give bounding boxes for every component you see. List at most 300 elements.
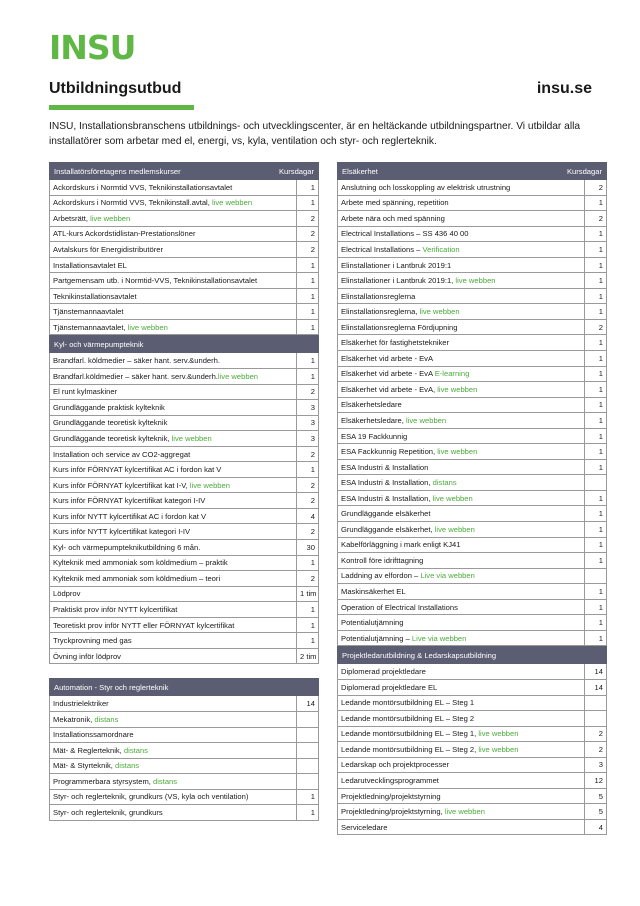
course-row[interactable] (338, 819, 607, 835)
course-row[interactable] (50, 211, 319, 227)
course-row[interactable] (338, 664, 607, 680)
course-title: Electrical Installations – SS 436 40 00 (341, 229, 469, 239)
course-row[interactable] (338, 599, 607, 615)
course-row[interactable] (50, 555, 319, 571)
course-days: 2 (297, 477, 319, 493)
course-name (338, 490, 585, 506)
course-name (338, 475, 585, 491)
course-row[interactable] (338, 522, 607, 538)
course-title: Ackordskurs i Normtid VVS, Teknikinstallationsavtalet (53, 182, 233, 192)
course-title: Elsäkerhet vid arbete - EvA (341, 353, 434, 363)
course-name (50, 508, 297, 524)
course-name (50, 400, 297, 416)
right-column (337, 162, 607, 835)
course-title: Kontroll före idrifttagning (341, 555, 424, 565)
course-row[interactable] (338, 553, 607, 569)
course-days: 1 (585, 242, 607, 258)
course-title: ESA Industri & Installation, (341, 478, 433, 488)
course-title: Brandfarl. köldmedier – säker hant. serv.&underh. (53, 356, 221, 366)
course-title: Projektledning/projektstyrning, (341, 807, 445, 817)
delivery-tag: live webben (455, 276, 496, 286)
course-section-installatorsforetagens-medlemskurser (49, 162, 319, 335)
course-row[interactable] (338, 397, 607, 413)
course-name (338, 726, 585, 742)
course-name (338, 757, 585, 773)
course-name (50, 633, 297, 649)
course-name (50, 384, 297, 400)
course-name (338, 459, 585, 475)
course-days (297, 743, 319, 759)
course-row[interactable] (338, 304, 607, 320)
course-row[interactable] (338, 490, 607, 506)
course-name (50, 617, 297, 633)
course-row[interactable] (50, 805, 319, 821)
course-days (585, 475, 607, 491)
course-days (297, 774, 319, 790)
course-row[interactable] (50, 477, 319, 493)
course-title: Elsäkerhet för fastighetstekniker (341, 338, 450, 348)
course-days: 1 (297, 555, 319, 571)
course-row[interactable] (50, 242, 319, 258)
course-days: 2 (297, 524, 319, 540)
delivery-tag: distans (123, 745, 148, 755)
course-name (338, 553, 585, 569)
course-row[interactable] (338, 788, 607, 804)
course-title: Elinstallationsreglerna, (341, 307, 420, 317)
course-days: 1 (297, 805, 319, 821)
insu-logo: INSU (49, 28, 136, 67)
course-title: Electrical Installations – (341, 244, 423, 254)
course-title: Elsäkerhet vid arbete - EvA, (341, 384, 438, 394)
course-row[interactable] (50, 571, 319, 587)
course-days: 2 (297, 446, 319, 462)
course-title: Operation of Electrical Installations (341, 602, 458, 612)
course-title: Ackordskurs i Normtid VVS, Teknikinstall.avtal, (53, 198, 212, 208)
course-title: Industrielektriker (53, 699, 109, 709)
course-row[interactable] (338, 288, 607, 304)
course-title: Teknikinstallationsavtalet (53, 291, 137, 301)
course-title: Projektledning/projektstyrning (341, 791, 441, 801)
course-row[interactable] (50, 226, 319, 242)
course-row[interactable] (50, 273, 319, 289)
section-title: Kyl- och värmepumpteknik (50, 336, 297, 353)
course-title: Arbete med spänning, repetition (341, 198, 449, 208)
course-name (338, 615, 585, 631)
course-row[interactable] (50, 540, 319, 556)
course-section-automation-styr-och-reglerteknik (49, 678, 319, 820)
course-days: 2 (585, 211, 607, 227)
course-title: ESA Industri & Installation, (341, 493, 433, 503)
course-days: 1 (585, 553, 607, 569)
course-row[interactable] (50, 727, 319, 743)
course-name (338, 382, 585, 398)
course-name (338, 319, 585, 335)
course-title: Teoretiskt prov inför NYTT eller FÖRNYAT kylcertifikat (53, 620, 235, 630)
course-title: Serviceledare (341, 822, 388, 832)
course-name (50, 696, 297, 712)
course-title: Grundläggande teoretisk kylteknik, (53, 433, 172, 443)
course-row[interactable] (338, 273, 607, 289)
course-row[interactable] (338, 335, 607, 351)
course-title: Ledarutvecklingsprogrammet (341, 776, 439, 785)
course-row[interactable] (338, 475, 607, 491)
course-days: 1 (297, 633, 319, 649)
course-days: 2 (297, 493, 319, 509)
course-name (50, 319, 297, 335)
course-title: Kylteknik med ammoniak som köldmedium – praktik (53, 558, 228, 568)
site-link[interactable]: insu.se (536, 80, 592, 97)
course-row[interactable] (50, 400, 319, 416)
course-name (50, 774, 297, 790)
course-days: 1 tim (297, 586, 319, 602)
course-row[interactable] (338, 506, 607, 522)
course-row[interactable] (50, 758, 319, 774)
course-name (338, 366, 585, 382)
course-days: 1 (585, 506, 607, 522)
delivery-tag: Live via webben (420, 571, 475, 581)
course-row[interactable] (338, 584, 607, 600)
course-name (338, 599, 585, 615)
course-row[interactable] (50, 743, 319, 759)
course-row[interactable] (50, 648, 319, 664)
course-name (50, 586, 297, 602)
course-row[interactable] (338, 180, 607, 196)
course-days: 1 (585, 382, 607, 398)
course-name (338, 522, 585, 538)
course-title: Installationsavtalet EL (53, 260, 127, 270)
section-title: Projektledarutbildning & Ledarskapsutbildning (338, 647, 585, 664)
course-title: Kurs inför NYTT kylcertifikat AC i fordon kat V (53, 511, 207, 521)
course-row[interactable] (50, 415, 319, 431)
course-title: Mekatronik, (53, 714, 95, 724)
delivery-tag: live webben (90, 213, 131, 223)
course-row[interactable] (50, 617, 319, 633)
course-days (297, 711, 319, 727)
course-days: 1 (585, 366, 607, 382)
course-name (338, 242, 585, 258)
course-title: Kurs inför FÖRNYAT kylcertifikat AC i fordon kat V (53, 465, 222, 475)
course-name (50, 493, 297, 509)
course-row[interactable] (50, 633, 319, 649)
course-title: Ledande montörsutbildning EL – Steg 2, (341, 744, 479, 754)
course-row[interactable] (338, 428, 607, 444)
course-days: 1 (297, 789, 319, 805)
course-row[interactable] (338, 726, 607, 742)
course-row[interactable] (338, 226, 607, 242)
course-name (338, 537, 585, 553)
delivery-tag: live webben (189, 480, 230, 490)
course-row[interactable] (50, 384, 319, 400)
course-title: Maskinsäkerhet EL (341, 586, 406, 596)
course-title: Styr- och reglerteknik, grundkurs (VS, kyla och ventilation) (53, 792, 249, 802)
course-row[interactable] (338, 679, 607, 695)
course-name (338, 444, 585, 460)
course-row[interactable] (50, 586, 319, 602)
course-name (50, 462, 297, 478)
course-name (50, 353, 297, 369)
course-name (50, 743, 297, 759)
course-name (338, 226, 585, 242)
course-days (585, 568, 607, 584)
course-row[interactable] (50, 711, 319, 727)
course-name (50, 446, 297, 462)
course-title: Elsäkerhetsledare, (341, 415, 407, 425)
delivery-tag: distans (153, 776, 178, 786)
course-title: Grundläggande teoretisk kylteknik (53, 418, 168, 428)
course-name (338, 711, 585, 727)
course-name (338, 273, 585, 289)
course-name (338, 397, 585, 413)
course-row[interactable] (50, 257, 319, 273)
delivery-tag: live webben (434, 524, 475, 534)
course-title: Brandfarl.köldmedier – säker hant. serv.&underh. (53, 371, 218, 381)
course-days: 1 (585, 226, 607, 242)
course-title: Diplomerad projektledare (341, 667, 426, 677)
course-title: El runt kylmaskiner (53, 387, 118, 397)
course-row[interactable] (50, 304, 319, 320)
delivery-tag: E-learning (434, 369, 470, 379)
days-header (585, 647, 607, 664)
course-title: Styr- och reglerteknik, grundkurs (53, 808, 163, 817)
delivery-tag: live webben (478, 744, 519, 754)
course-name (50, 288, 297, 304)
section-gap (49, 664, 319, 678)
course-row[interactable] (338, 413, 607, 429)
section-title: Installatörsföretagens medlemskurser (50, 163, 297, 180)
course-row[interactable] (338, 459, 607, 475)
course-title: Potentialutjämning – (341, 633, 412, 643)
course-row[interactable] (50, 774, 319, 790)
course-days: 2 (297, 211, 319, 227)
course-row[interactable] (338, 537, 607, 553)
course-days: 2 (297, 242, 319, 258)
course-row[interactable] (338, 195, 607, 211)
course-name (50, 727, 297, 743)
course-row[interactable] (338, 211, 607, 227)
course-row[interactable] (338, 568, 607, 584)
course-title: Ledande montörsutbildning EL – Steg 1, (341, 729, 479, 739)
course-row[interactable] (50, 493, 319, 509)
course-name (50, 711, 297, 727)
delivery-tag: live webben (171, 433, 212, 443)
course-days: 1 (585, 273, 607, 289)
course-title: Kurs inför FÖRNYAT kylcertifikat kategori I-IV (53, 496, 206, 506)
course-title: Ledande montörsutbildning EL – Steg 2 (341, 713, 475, 723)
course-row[interactable] (338, 804, 607, 820)
course-name (338, 568, 585, 584)
course-days: 1 (585, 444, 607, 460)
course-row[interactable] (338, 351, 607, 367)
title-underline (49, 105, 194, 110)
course-days: 1 (585, 195, 607, 211)
course-name (50, 273, 297, 289)
course-title: Tryckprovning med gas (53, 636, 132, 646)
course-name (50, 477, 297, 493)
course-title: ESA Industri & Installation (341, 462, 429, 472)
course-name (50, 415, 297, 431)
course-name (50, 369, 297, 385)
course-title: Ledande montörsutbildning EL – Steg 1 (341, 698, 475, 708)
course-row[interactable] (50, 180, 319, 196)
course-days: 1 (585, 459, 607, 475)
course-title: Potentialutjämning (341, 618, 404, 628)
delivery-tag: distans (94, 714, 119, 724)
course-name (50, 805, 297, 821)
course-days: 1 (297, 369, 319, 385)
course-days: 3 (297, 415, 319, 431)
page-title: Utbildningsutbud (49, 80, 182, 97)
course-days: 1 (297, 195, 319, 211)
course-name (338, 304, 585, 320)
course-title: Mät- & Reglerteknik, (53, 745, 124, 755)
course-row[interactable] (50, 789, 319, 805)
course-row[interactable] (50, 602, 319, 618)
course-row[interactable] (50, 508, 319, 524)
course-row[interactable] (338, 242, 607, 258)
course-row[interactable] (50, 446, 319, 462)
course-days: 1 (585, 397, 607, 413)
course-days: 5 (585, 788, 607, 804)
left-column (49, 162, 319, 821)
course-title: Ledarskap och projektprocesser (341, 760, 450, 770)
course-row[interactable] (338, 757, 607, 773)
course-title: Lödprov (53, 589, 81, 599)
course-days: 30 (297, 540, 319, 556)
course-title: Kurs inför FÖRNYAT kylcertifikat kat I-V, (53, 480, 190, 490)
course-title: ESA Fackkunnig Repetition, (341, 447, 438, 457)
course-days: 1 (585, 335, 607, 351)
course-name (50, 195, 297, 211)
course-name (338, 195, 585, 211)
delivery-tag: live webben (217, 371, 259, 381)
course-name (50, 789, 297, 805)
course-days: 14 (585, 679, 607, 695)
course-row[interactable] (50, 431, 319, 447)
course-name (50, 242, 297, 258)
course-days: 1 (297, 319, 319, 335)
course-name (338, 180, 585, 196)
course-title: Grundläggande praktisk kylteknik (53, 402, 165, 412)
course-name (50, 540, 297, 556)
days-header (297, 336, 319, 353)
course-days (297, 727, 319, 743)
course-days: 1 (585, 599, 607, 615)
course-name (50, 431, 297, 447)
delivery-tag: live webben (127, 322, 168, 332)
course-row[interactable] (338, 382, 607, 398)
course-days: 1 (585, 413, 607, 429)
course-name (338, 773, 585, 789)
course-days: 1 (585, 257, 607, 273)
course-row[interactable] (50, 288, 319, 304)
course-days: 1 (297, 180, 319, 196)
course-name (50, 524, 297, 540)
course-row[interactable] (338, 366, 607, 382)
course-title: Kylteknik med ammoniak som köldmedium – teori (53, 573, 221, 583)
course-title: Tjänstemannaavtalet, (53, 322, 128, 332)
delivery-tag: live webben (419, 307, 460, 317)
course-title: Arbete nära och med spänning (341, 213, 445, 223)
course-title: Kabelförläggning i mark enligt KJ41 (341, 540, 461, 550)
course-row[interactable] (50, 353, 319, 369)
course-name (338, 351, 585, 367)
course-name (50, 226, 297, 242)
course-days: 1 (585, 630, 607, 646)
course-row[interactable] (338, 319, 607, 335)
course-days (585, 695, 607, 711)
course-days: 1 (297, 273, 319, 289)
course-name (50, 602, 297, 618)
course-name (338, 335, 585, 351)
course-name (338, 679, 585, 695)
course-name (338, 804, 585, 820)
course-row[interactable] (50, 369, 319, 385)
delivery-tag: Live via webben (411, 633, 467, 643)
delivery-tag: live webben (437, 384, 478, 394)
course-title: Elinstallationer i Lantbruk 2019:1 (341, 260, 452, 270)
course-days: 5 (585, 804, 607, 820)
course-name (338, 413, 585, 429)
course-row[interactable] (338, 630, 607, 646)
course-title: Anslutning och losskoppling av elektrisk utrustning (341, 182, 511, 192)
course-days: 1 (297, 462, 319, 478)
delivery-tag: live webben (478, 729, 519, 739)
course-name (338, 630, 585, 646)
course-days: 1 (297, 288, 319, 304)
course-row[interactable] (338, 742, 607, 758)
course-days: 1 (585, 490, 607, 506)
course-days: 1 (585, 304, 607, 320)
course-row[interactable] (338, 695, 607, 711)
course-days: 2 (585, 726, 607, 742)
delivery-tag: distans (115, 761, 140, 771)
course-row[interactable] (50, 319, 319, 335)
course-days: 1 (585, 615, 607, 631)
course-name (50, 211, 297, 227)
course-days: 1 (585, 428, 607, 444)
course-days (297, 758, 319, 774)
course-title: Elsäkerhetsledare (341, 400, 402, 410)
course-row[interactable] (338, 773, 607, 789)
course-days: 14 (297, 696, 319, 712)
course-days: 2 (297, 226, 319, 242)
course-section-projektledarutbildning-ledarskapsutbildning (337, 646, 607, 835)
course-row[interactable] (338, 711, 607, 727)
course-name (338, 742, 585, 758)
course-row[interactable] (50, 524, 319, 540)
course-row[interactable] (50, 462, 319, 478)
course-row[interactable] (338, 444, 607, 460)
course-days: 1 (585, 584, 607, 600)
course-name (338, 288, 585, 304)
course-title: Diplomerad projektledare EL (341, 682, 438, 692)
course-title: Tjänstemannaavtalet (53, 307, 124, 317)
course-days: 2 (585, 180, 607, 196)
course-row[interactable] (50, 696, 319, 712)
course-days: 1 (585, 351, 607, 367)
course-days (585, 711, 607, 727)
course-name (338, 211, 585, 227)
delivery-tag: live webben (211, 198, 253, 208)
course-row[interactable] (338, 257, 607, 273)
course-row[interactable] (50, 195, 319, 211)
course-section-kyl-och-varmepumpteknik (49, 335, 319, 664)
course-row[interactable] (338, 615, 607, 631)
days-header (297, 679, 319, 696)
course-section-elsakerhet (337, 162, 607, 646)
course-name (50, 571, 297, 587)
delivery-tag: live webben (432, 493, 473, 503)
